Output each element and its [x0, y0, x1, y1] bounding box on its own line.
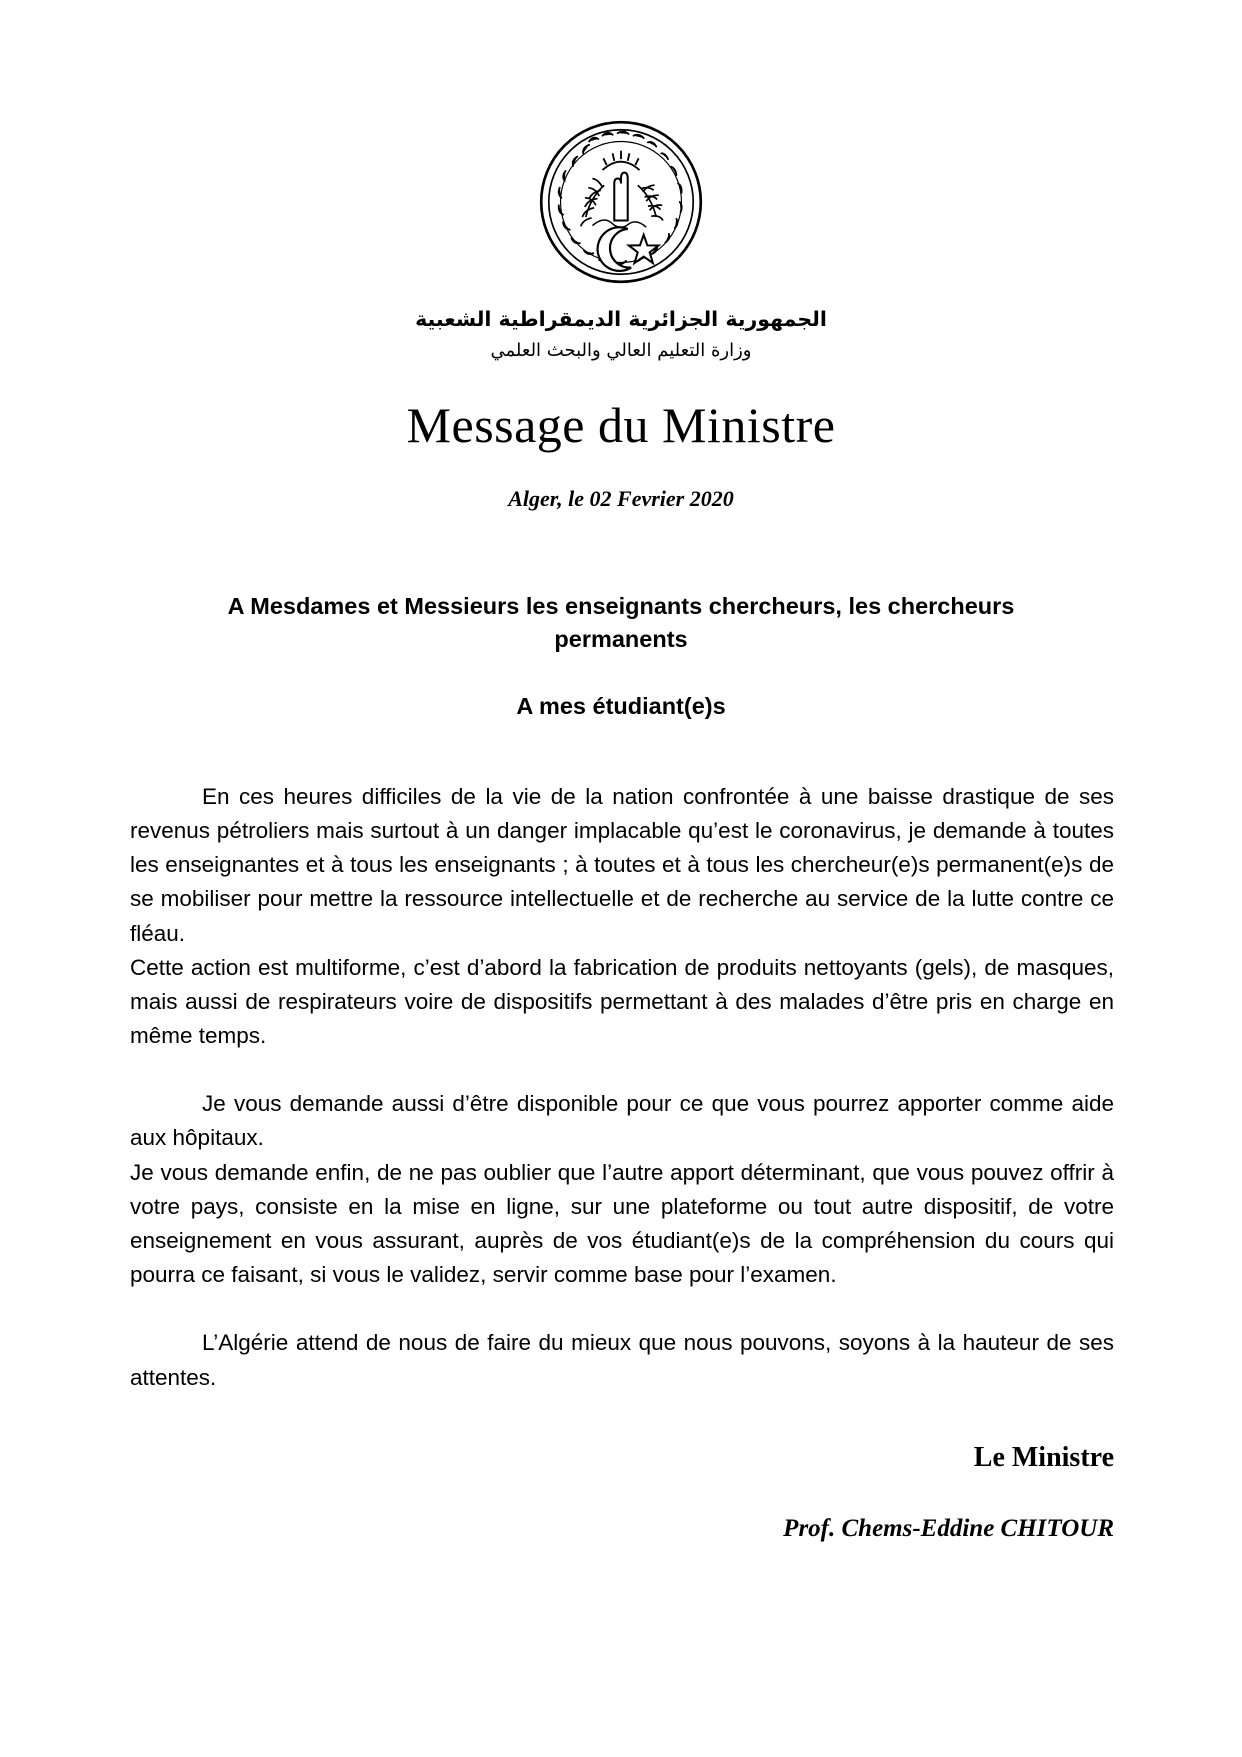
signature-title: Le Ministre — [973, 1441, 1114, 1473]
signature-block — [0, 1441, 1242, 1545]
page-title: Message du Ministre — [406, 396, 836, 453]
algeria-national-emblem-icon — [537, 118, 705, 286]
body-paragraph-2: Cette action est multiforme, c’est d’abord la fabrication de produits nettoyants (gels), de masques, mais aussi de respirateurs voire de dispositifs permettant à des malades d’être pris en charge en même temps. — [130, 954, 1114, 1049]
body-paragraph-1: En ces heures difficiles de la vie de la nation confrontée à une baisse drastique de ses revenus pétroliers mais surtout à un danger implacable qu’est le coronavirus, je demande à toutes les enseignantes et à tous les enseignants ; à toutes et à tous les chercheur(e)s permanent(e)s de se mobiliser pour mettre la ressource intellectuelle et de recherche au service de la lutte contre ce fléau. — [130, 783, 1114, 946]
document-date: Alger, le 02 Fevrier 2020 — [508, 486, 734, 512]
body-paragraph-3: Je vous demande aussi d’être disponible pour ce que vous pourrez apporter comme aide aux hôpitaux. — [130, 1091, 1114, 1151]
arabic-ministry-name: وزارة التعليم العالي والبحث العلمي — [490, 339, 752, 361]
body-paragraph-4: Je vous demande enfin, de ne pas oublier que l’autre apport déterminant, que vous pouvez offrir à votre pays, consiste en la mise en ligne, sur une plateforme ou tout autre dispositif, de votre enseignement en vous assurant, auprès de vos étudiant(e)s de la compréhension du cours qui pourra ce faisant, si vous le validez, servir comme base pour l’examen. — [130, 1159, 1114, 1288]
signature-name: Prof. Chems-Eddine CHITOUR — [783, 1515, 1114, 1543]
arabic-header — [0, 304, 1242, 366]
arabic-republic-name: الجمهورية الجزائرية الديمقراطية الشعبية — [415, 307, 827, 331]
body-paragraph-5: L’Algérie attend de nous de faire du mieux que nous pouvons, soyons à la hauteur de ses attentes. — [130, 1330, 1114, 1390]
letter-body — [0, 780, 1242, 1395]
emblem-container — [0, 0, 1242, 286]
addressee-students: A mes étudiant(e)s — [516, 692, 726, 719]
addressee-block — [0, 590, 1242, 720]
addressee-line-1: A Mesdames et Messieurs les enseignants chercheurs, les chercheurs — [227, 593, 1015, 620]
addressee-line-2: permanents — [554, 626, 688, 653]
